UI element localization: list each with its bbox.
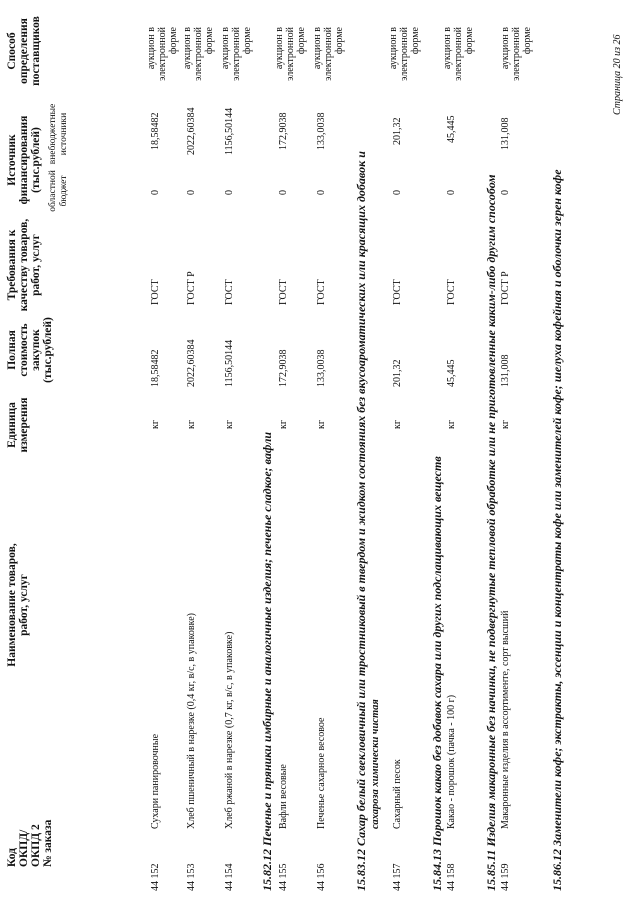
section-heading-text: 15.82.12 Печенье и пряники имбирные и аналогичные изделия; печенье сладкое; вафли [260,431,274,891]
header-regional [48,165,70,217]
header-name-line: работ, услуг [18,574,30,636]
row-cost: 45,445 [446,359,457,387]
header-source-line: финансирования [18,115,30,205]
header-name-line: Наименование товаров, [6,543,18,667]
header-method-line: Способ [6,32,18,70]
row-method-line: электронной [193,27,204,81]
row-cost: 18,58482 [150,349,161,387]
page-number: Страница 20 из 26 [612,34,623,115]
row-cost: 1156,50144 [224,339,235,387]
row-quality: ГОСТ [316,279,327,305]
row-code: 44 157 [392,863,403,891]
header-code-line: № заказа [42,819,54,867]
row-code: 44 153 [186,863,197,891]
row-method-line: аукцион в [442,27,453,70]
row-cost: 133,0038 [316,349,327,387]
row-name: Какао - порошок (пачка - 100 г) [446,694,457,829]
row-name: Сухари панировочные [150,733,161,829]
row-unit: кг [500,420,511,429]
header-source [6,105,42,215]
row-method [312,27,345,93]
row-quality: ГОСТ [392,279,403,305]
row-unit: кг [224,420,235,429]
row-method-line: форме [168,27,179,55]
section-heading [552,169,564,891]
section-heading-text: 15.85.11 Изделия макаронные без начинки, не подвергнутые тепловой обработке или не приготовленные каким-либо другим способом [484,174,498,891]
section-heading-text: 15.83.12 Сахар белый свекловичный или тростниковый в твердом и жидком состояниях без вкусоароматических или красящих добавок и [354,151,368,891]
row-method [500,27,533,93]
row-unit: кг [392,420,403,429]
row-name: Хлеб пшеничный в нарезке (0,4 кг, в/с, в упаковке) [186,612,197,829]
row-method [146,27,179,93]
section-heading [486,175,498,891]
header-quality-line: качеству товаров, [18,218,30,312]
row-method-line: электронной [323,27,334,81]
row-method [274,27,307,93]
row-method-line: электронной [399,27,410,81]
header-regional-line: бюджет [59,175,69,207]
row-quality: ГОСТ [150,279,161,305]
row-name: Вафли весовые [278,764,289,829]
section-heading-text: 15.84.13 Порошок какао без добавок сахара или других подслащивающих веществ [430,456,444,891]
header-source-line: (тыс.рублей) [30,127,42,193]
header-cost [6,310,54,390]
header-unit [6,390,30,460]
header-code-line: ОКПД 2 [30,824,42,867]
row-cost: 2022,60384 [186,339,197,387]
header-quality [6,215,42,315]
row-extra: 45,445 [446,115,457,143]
row-name: Макаронные изделия в ассортименте, сорт высший [500,610,511,829]
row-unit: кг [186,420,197,429]
row-method-line: аукцион в [500,27,511,70]
row-cost: 201,32 [392,359,403,387]
row-cost: 172,9038 [278,349,289,387]
row-method-line: аукцион в [388,27,399,70]
row-quality: ГОСТ [446,279,457,305]
header-code-line: Код [6,847,18,867]
row-code: 44 154 [224,863,235,891]
header-method-line: определения [18,18,30,84]
row-unit: кг [150,420,161,429]
row-quality: ГОСТ [224,279,235,305]
row-method-line: электронной [511,27,522,81]
row-extra: 18,58482 [150,112,161,150]
row-extra: 172,9038 [278,112,289,150]
header-unit-line: Единица [6,402,18,448]
header-method [6,5,42,97]
header-quality-line: работ, услуг [30,234,42,296]
row-method [442,27,475,93]
section-heading [356,151,368,891]
row-code: 44 156 [316,863,327,891]
row-method-line: электронной [157,27,168,81]
row-name: Хлеб ржаной в нарезке (0,7 кг, в/с, в упаковке) [224,631,235,829]
row-method-line: аукцион в [182,27,193,70]
section-heading [432,456,444,891]
row-extra: 2022,60384 [186,107,197,155]
row-extra: 1156,50144 [224,107,235,155]
row-unit: кг [278,420,289,429]
section-heading [262,432,274,891]
header-cost-line: закупок [30,329,42,371]
row-method-line: форме [334,27,345,55]
row-method-line: аукцион в [220,27,231,70]
row-regional: 0 [316,190,327,195]
row-extra: 201,32 [392,117,403,145]
row-quality: ГОСТ [278,279,289,305]
header-extra-line: источники [59,112,69,156]
header-quality-line: Требования к [6,229,18,301]
row-unit: кг [316,420,327,429]
row-method-line: аукцион в [274,27,285,70]
row-extra: 133,0038 [316,112,327,150]
header-extra-line: внебюджетные [48,103,58,165]
row-method-line: аукцион в [312,27,323,70]
header-unit-line: измерения [18,397,30,453]
row-method-line: электронной [231,27,242,81]
row-unit: кг [446,420,457,429]
section-heading-continued: сахароза химически чистая [370,699,381,829]
header-cost-line: (тыс.рублей) [42,317,54,383]
row-code: 44 152 [150,863,161,891]
row-method-line: форме [522,27,533,55]
row-regional: 0 [186,190,197,195]
row-method-line: электронной [453,27,464,81]
row-code: 44 159 [500,863,511,891]
header-name [6,505,30,705]
row-cost: 131,008 [500,354,511,387]
row-quality: ГОСТ Р [186,271,197,305]
header-code [6,820,54,867]
row-method-line: форме [464,27,475,55]
row-quality: ГОСТ Р [500,271,511,305]
row-regional: 0 [446,190,457,195]
row-regional: 0 [278,190,289,195]
header-cost-line: Полная [6,330,18,370]
row-method-line: форме [242,27,253,55]
row-method-line: электронной [285,27,296,81]
row-name: Печенье сахарное весовое [316,717,327,829]
header-extra [48,103,70,165]
header-cost-line: стоимость [18,323,30,377]
row-method-line: форме [410,27,421,55]
row-method-line: форме [204,27,215,55]
header-source-line: Источник [6,134,18,186]
row-regional: 0 [224,190,235,195]
row-method [388,27,421,93]
header-regional-line: областной [48,170,58,212]
row-code: 44 155 [278,863,289,891]
row-regional: 0 [392,190,403,195]
row-extra: 131,008 [500,117,511,150]
header-code-line: ОКПД/ [18,829,30,867]
row-method-line: аукцион в [146,27,157,70]
row-method [182,27,215,93]
row-method-line: форме [296,27,307,55]
row-code: 44 158 [446,863,457,891]
row-method [220,27,253,93]
header-method-line: поставщиков [30,16,42,86]
row-regional: 0 [500,190,511,195]
row-name: Сахарный песок [392,759,403,829]
section-heading-text: 15.86.12 Заменители кофе; экстракты, эссенции и концентраты кофе или заменителей кофе; шелуха кофейная и оболочки зерен кофе [550,169,564,891]
row-regional: 0 [150,190,161,195]
